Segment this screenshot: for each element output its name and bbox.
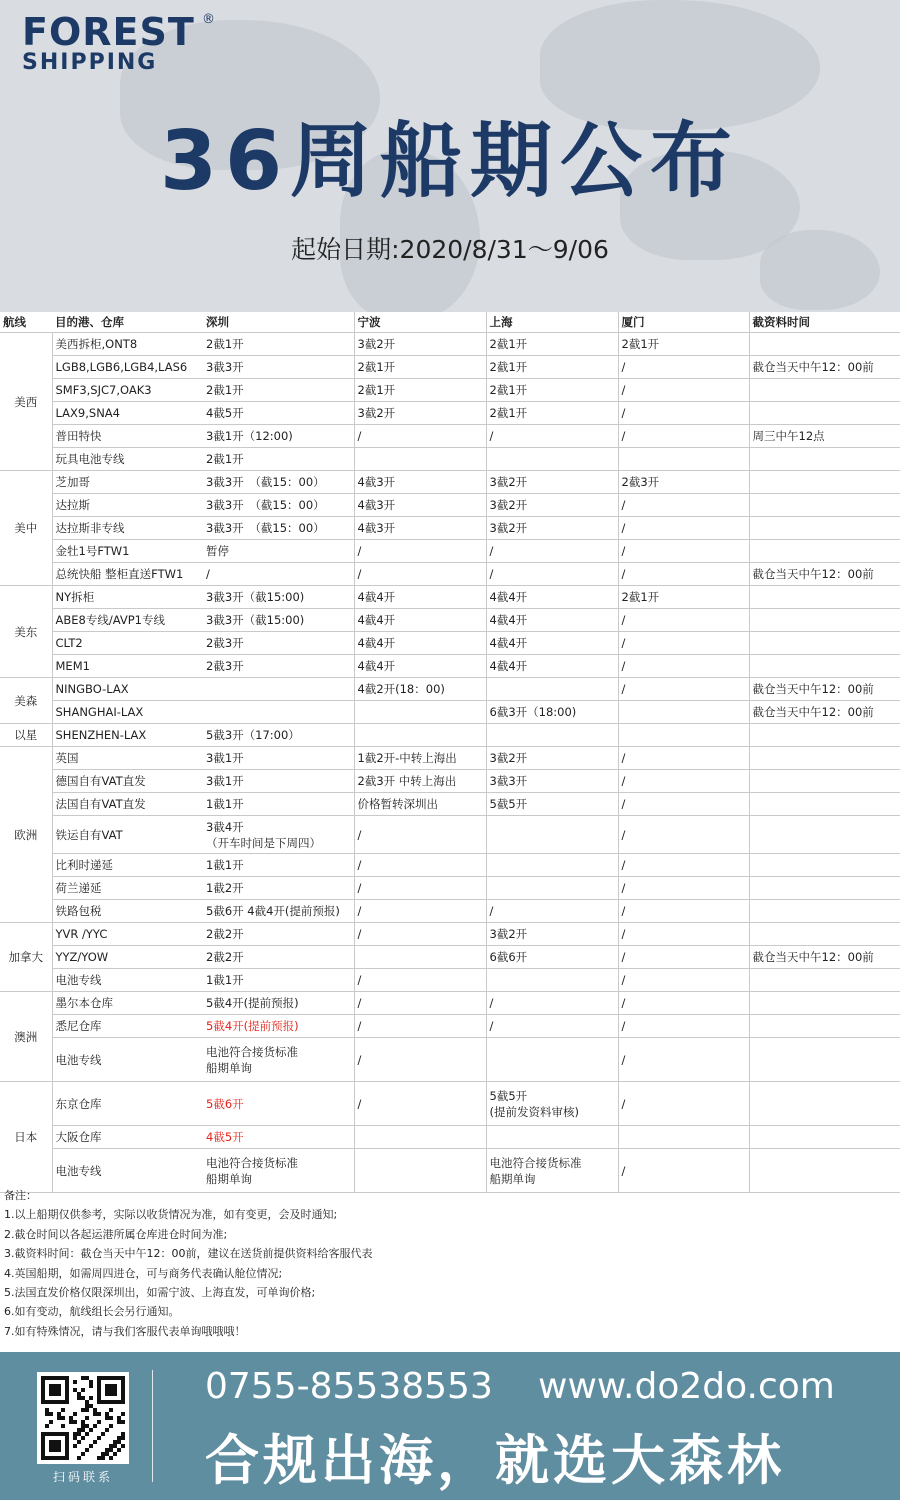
destination-cell: 达拉斯非专线 [52, 517, 203, 540]
port-xm-cell: / [618, 678, 749, 701]
table-row [0, 563, 900, 586]
port-sz-cell: 3截3开 [203, 356, 354, 379]
notes-section [4, 1186, 894, 1341]
port-sh-cell: 3截2开 [486, 471, 618, 494]
port-nb-cell: 4截3开 [354, 517, 486, 540]
destination-cell: 电池专线 [52, 969, 203, 992]
port-nb-cell: 3截2开 [354, 402, 486, 425]
port-sz-cell: 4截5开 [203, 402, 354, 425]
table-row [0, 655, 900, 678]
destination-cell: 比利时递延 [52, 854, 203, 877]
destination-cell: 墨尔本仓库 [52, 992, 203, 1015]
cutoff-cell [749, 586, 900, 609]
port-sh-cell [486, 854, 618, 877]
port-sh-cell: / [486, 425, 618, 448]
port-nb-cell: / [354, 1015, 486, 1038]
column-header: 上海 [486, 312, 618, 333]
port-sh-cell: / [486, 992, 618, 1015]
port-sh-cell: 5截5开 (提前发资料审核) [486, 1082, 618, 1126]
region-cell: 美森 [0, 678, 52, 724]
port-xm-cell: 2截1开 [618, 333, 749, 356]
destination-cell: 芝加哥 [52, 471, 203, 494]
start-date: 起始日期:2020/8/31～9/06 [291, 235, 609, 264]
slogan: 合规出海，就选大森林 [205, 1429, 785, 1492]
qr-code[interactable] [37, 1372, 129, 1464]
port-nb-cell: 4截4开 [354, 609, 486, 632]
destination-cell: NINGBO-LAX [52, 678, 203, 701]
port-sh-cell: 2截1开 [486, 333, 618, 356]
cutoff-cell [749, 517, 900, 540]
port-xm-cell: 2截1开 [618, 586, 749, 609]
port-xm-cell [618, 724, 749, 747]
port-sh-cell: / [486, 1015, 618, 1038]
port-sz-cell: 3截3开 （截15：00） [203, 517, 354, 540]
port-sz-cell: 5截3开（17:00） [203, 724, 354, 747]
destination-cell: LGB8,LGB6,LGB4,LAS6 [52, 356, 203, 379]
port-sh-cell: 3截2开 [486, 517, 618, 540]
port-xm-cell: / [618, 379, 749, 402]
port-sz-cell: 1截1开 [203, 793, 354, 816]
port-sz-cell: 3截4开 （开车时间是下周四） [203, 816, 354, 854]
port-sz-cell: 暂停 [203, 540, 354, 563]
port-xm-cell: / [618, 655, 749, 678]
destination-cell: YVR /YYC [52, 923, 203, 946]
cutoff-cell [749, 969, 900, 992]
port-sz-cell: 2截2开 [203, 923, 354, 946]
port-sh-cell [486, 1038, 618, 1082]
port-xm-cell: / [618, 1038, 749, 1082]
port-xm-cell [618, 701, 749, 724]
cutoff-cell: 截仓当天中午12：00前 [749, 678, 900, 701]
port-sz-cell: 5截4开(提前预报) [203, 992, 354, 1015]
cutoff-cell: 周三中午12点 [749, 425, 900, 448]
port-nb-cell: 4截4开 [354, 632, 486, 655]
table-header-row [0, 312, 900, 333]
region-cell: 日本 [0, 1082, 52, 1193]
cutoff-cell [749, 333, 900, 356]
table-row [0, 747, 900, 770]
cutoff-cell: 截仓当天中午12：00前 [749, 563, 900, 586]
cutoff-cell: 截仓当天中午12：00前 [749, 946, 900, 969]
port-nb-cell: / [354, 1038, 486, 1082]
port-xm-cell: / [618, 1149, 749, 1193]
region-cell: 美东 [0, 586, 52, 678]
port-sh-cell [486, 724, 618, 747]
port-sh-cell [486, 448, 618, 471]
table-row [0, 1126, 900, 1149]
port-sz-cell: 2截3开 [203, 632, 354, 655]
cutoff-cell [749, 632, 900, 655]
port-xm-cell: / [618, 793, 749, 816]
table-row [0, 333, 900, 356]
destination-cell: 总统快船 整柜直送FTW1 [52, 563, 203, 586]
port-xm-cell: / [618, 816, 749, 854]
port-sz-cell: 1截1开 [203, 854, 354, 877]
port-xm-cell [618, 1126, 749, 1149]
note-line: 5.法国直发价格仅限深圳出，如需宁波、上海直发，可单询价格; [4, 1286, 316, 1300]
table-row [0, 448, 900, 471]
cutoff-cell [749, 923, 900, 946]
table-row [0, 724, 900, 747]
port-sz-cell: 5截4开(提前预报) [203, 1015, 354, 1038]
contact-phone[interactable]: 0755-85538553 [205, 1366, 493, 1407]
port-sh-cell: 2截1开 [486, 379, 618, 402]
column-header: 航线 [0, 312, 52, 333]
table-row [0, 793, 900, 816]
column-header: 深圳 [203, 312, 354, 333]
port-sz-cell: 3截3开（截15:00) [203, 609, 354, 632]
cutoff-cell [749, 793, 900, 816]
table-row [0, 379, 900, 402]
destination-cell: 悉尼仓库 [52, 1015, 203, 1038]
port-sz-cell: 3截1开 [203, 747, 354, 770]
port-sz-cell: 3截3开 （截15：00） [203, 494, 354, 517]
port-nb-cell [354, 946, 486, 969]
cutoff-cell: 截仓当天中午12：00前 [749, 701, 900, 724]
port-nb-cell: / [354, 900, 486, 923]
column-header: 厦门 [618, 312, 749, 333]
note-line: 7.如有特殊情况，请与我们客服代表单询哦哦哦！ [4, 1324, 246, 1338]
footer-banner [0, 1352, 900, 1500]
port-nb-cell: 2截1开 [354, 356, 486, 379]
port-sh-cell: 3截3开 [486, 770, 618, 793]
port-nb-cell: 2截1开 [354, 379, 486, 402]
table-row [0, 770, 900, 793]
cutoff-cell [749, 1015, 900, 1038]
table-row [0, 586, 900, 609]
port-xm-cell: / [618, 992, 749, 1015]
note-line: 6.如有变动，航线组长会另行通知。 [4, 1305, 180, 1319]
port-nb-cell: 价格暂转深圳出 [354, 793, 486, 816]
port-nb-cell: / [354, 854, 486, 877]
port-sz-cell: 2截1开 [203, 448, 354, 471]
destination-cell: SHANGHAI-LAX [52, 701, 203, 724]
table-row [0, 701, 900, 724]
port-nb-cell: / [354, 923, 486, 946]
port-nb-cell: / [354, 425, 486, 448]
table-row [0, 471, 900, 494]
port-nb-cell [354, 724, 486, 747]
port-xm-cell: / [618, 517, 749, 540]
table-row [0, 900, 900, 923]
logo-subtext: SHIPPING [22, 50, 158, 75]
destination-cell: 英国 [52, 747, 203, 770]
destination-cell: 铁运自有VAT [52, 816, 203, 854]
port-xm-cell: 2截3开 [618, 471, 749, 494]
cutoff-cell [749, 609, 900, 632]
port-sh-cell [486, 1126, 618, 1149]
cutoff-cell [749, 724, 900, 747]
port-sz-cell: 3截3开 （截15：00） [203, 471, 354, 494]
cutoff-cell [749, 379, 900, 402]
region-cell: 加拿大 [0, 923, 52, 992]
port-sh-cell: / [486, 563, 618, 586]
cutoff-cell [749, 992, 900, 1015]
table-row [0, 494, 900, 517]
table-row [0, 877, 900, 900]
page-title: 36周船期公布 [159, 114, 741, 209]
destination-cell: 玩具电池专线 [52, 448, 203, 471]
port-sh-cell: 电池符合接货标准 船期单询 [486, 1149, 618, 1193]
port-sz-cell: 2截2开 [203, 946, 354, 969]
destination-cell: 法国自有VAT直发 [52, 793, 203, 816]
table-row [0, 992, 900, 1015]
port-xm-cell: / [618, 402, 749, 425]
port-sz-cell: 2截1开 [203, 333, 354, 356]
table-row [0, 678, 900, 701]
destination-cell: 普田特快 [52, 425, 203, 448]
destination-cell: 东京仓库 [52, 1082, 203, 1126]
port-sz-cell: 电池符合接货标准 船期单询 [203, 1038, 354, 1082]
port-sh-cell: 5截5开 [486, 793, 618, 816]
note-line: 3.截资料时间：截仓当天中午12：00前，建议在送货前提供资料给客服代表 [4, 1247, 373, 1261]
region-cell: 欧洲 [0, 747, 52, 923]
port-sz-cell: 2截3开 [203, 655, 354, 678]
region-cell: 以星 [0, 724, 52, 747]
port-sz-cell: 2截1开 [203, 379, 354, 402]
port-nb-cell: / [354, 1082, 486, 1126]
port-xm-cell: / [618, 563, 749, 586]
table-row [0, 816, 900, 854]
logo-text: FOREST [22, 10, 195, 54]
port-sh-cell: 3截2开 [486, 494, 618, 517]
port-nb-cell: 4截3开 [354, 471, 486, 494]
port-sh-cell: 4截4开 [486, 586, 618, 609]
cutoff-cell [749, 877, 900, 900]
port-sh-cell: 3截2开 [486, 923, 618, 946]
column-header: 目的港、仓库 [52, 312, 203, 333]
port-sz-cell: 1截2开 [203, 877, 354, 900]
port-xm-cell: / [618, 494, 749, 517]
port-sz-cell [203, 701, 354, 724]
port-sh-cell [486, 969, 618, 992]
port-nb-cell: / [354, 992, 486, 1015]
cutoff-cell [749, 770, 900, 793]
region-cell: 澳洲 [0, 992, 52, 1082]
destination-cell: LAX9,SNA4 [52, 402, 203, 425]
table-row [0, 609, 900, 632]
port-xm-cell: / [618, 1082, 749, 1126]
port-sh-cell: / [486, 900, 618, 923]
destination-cell: 达拉斯 [52, 494, 203, 517]
cutoff-cell [749, 854, 900, 877]
cutoff-cell [749, 1038, 900, 1082]
note-line: 备注： [4, 1189, 37, 1202]
port-nb-cell: / [354, 816, 486, 854]
destination-cell: 荷兰递延 [52, 877, 203, 900]
port-sh-cell: 3截2开 [486, 747, 618, 770]
table-row [0, 1082, 900, 1126]
note-line: 4.英国船期，如需周四进仓，可与商务代表确认舱位情况; [4, 1266, 283, 1280]
port-sh-cell: 6截6开 [486, 946, 618, 969]
destination-cell: SHENZHEN-LAX [52, 724, 203, 747]
region-cell: 美中 [0, 471, 52, 586]
destination-cell: 美西拆柜,ONT8 [52, 333, 203, 356]
port-nb-cell [354, 1126, 486, 1149]
port-sz-cell: 电池符合接货标准 船期单询 [203, 1149, 354, 1193]
cutoff-cell [749, 1082, 900, 1126]
port-nb-cell: 4截2开(18：00) [354, 678, 486, 701]
destination-cell: 电池专线 [52, 1038, 203, 1082]
destination-cell: NY拆柜 [52, 586, 203, 609]
port-xm-cell: / [618, 969, 749, 992]
destination-cell: SMF3,SJC7,OAK3 [52, 379, 203, 402]
destination-cell: 电池专线 [52, 1149, 203, 1193]
destination-cell: 德国自有VAT直发 [52, 770, 203, 793]
port-xm-cell: / [618, 770, 749, 793]
table-row [0, 854, 900, 877]
port-xm-cell: / [618, 425, 749, 448]
port-sz-cell: 5截6开 4截4开(提前预报) [203, 900, 354, 923]
registered-mark: ® [202, 12, 215, 27]
port-sh-cell: 4截4开 [486, 655, 618, 678]
table-row [0, 425, 900, 448]
contact-website[interactable]: www.do2do.com [538, 1366, 835, 1407]
cutoff-cell [749, 448, 900, 471]
port-nb-cell: / [354, 877, 486, 900]
port-nb-cell: 1截2开-中转上海出 [354, 747, 486, 770]
port-xm-cell: / [618, 747, 749, 770]
qr-code-icon [41, 1376, 125, 1460]
table-row [0, 402, 900, 425]
table-row [0, 517, 900, 540]
port-sz-cell: 4截5开 [203, 1126, 354, 1149]
port-sh-cell [486, 877, 618, 900]
schedule-table [0, 312, 900, 1193]
port-sh-cell [486, 816, 618, 854]
destination-cell: 铁路包税 [52, 900, 203, 923]
port-sh-cell [486, 678, 618, 701]
column-header: 宁波 [354, 312, 486, 333]
cutoff-cell [749, 747, 900, 770]
port-sh-cell: 4截4开 [486, 632, 618, 655]
table-row [0, 540, 900, 563]
note-line: 1.以上船期仅供参考，实际以收货情况为准，如有变更，会及时通知; [4, 1208, 338, 1222]
cutoff-cell [749, 471, 900, 494]
port-sz-cell: 3截1开 [203, 770, 354, 793]
port-xm-cell: / [618, 877, 749, 900]
port-xm-cell: / [618, 900, 749, 923]
port-nb-cell: 4截4开 [354, 586, 486, 609]
cutoff-cell [749, 900, 900, 923]
cutoff-cell [749, 816, 900, 854]
port-sh-cell: 4截4开 [486, 609, 618, 632]
port-sz-cell: 3截1开（12:00) [203, 425, 354, 448]
port-sz-cell: / [203, 563, 354, 586]
cutoff-cell: 截仓当天中午12：00前 [749, 356, 900, 379]
header-banner [0, 0, 900, 312]
port-sz-cell: 3截3开（截15:00) [203, 586, 354, 609]
port-sz-cell [203, 678, 354, 701]
table-row [0, 356, 900, 379]
cutoff-cell [749, 540, 900, 563]
port-sz-cell: 5截6开 [203, 1082, 354, 1126]
port-nb-cell: / [354, 969, 486, 992]
destination-cell: YYZ/YOW [52, 946, 203, 969]
destination-cell: 金牡1号FTW1 [52, 540, 203, 563]
table-row [0, 946, 900, 969]
cutoff-cell [749, 655, 900, 678]
port-nb-cell [354, 701, 486, 724]
brand-logo[interactable] [22, 10, 215, 75]
port-xm-cell: / [618, 609, 749, 632]
footer-divider [152, 1370, 153, 1482]
table-row [0, 923, 900, 946]
table-row [0, 632, 900, 655]
port-nb-cell: / [354, 540, 486, 563]
table-row [0, 969, 900, 992]
destination-cell: ABE8专线/AVP1专线 [52, 609, 203, 632]
destination-cell: 大阪仓库 [52, 1126, 203, 1149]
cutoff-cell [749, 402, 900, 425]
cutoff-cell [749, 494, 900, 517]
port-sz-cell: 1截1开 [203, 969, 354, 992]
port-nb-cell: 2截3开 中转上海出 [354, 770, 486, 793]
port-xm-cell: / [618, 946, 749, 969]
destination-cell: CLT2 [52, 632, 203, 655]
destination-cell: MEM1 [52, 655, 203, 678]
port-xm-cell: / [618, 632, 749, 655]
port-sh-cell: 6截3开（18:00) [486, 701, 618, 724]
port-xm-cell: / [618, 356, 749, 379]
port-xm-cell [618, 448, 749, 471]
column-header: 截资料时间 [749, 312, 900, 333]
port-nb-cell: 4截4开 [354, 655, 486, 678]
port-nb-cell: 3截2开 [354, 333, 486, 356]
port-xm-cell: / [618, 1015, 749, 1038]
port-nb-cell: 4截3开 [354, 494, 486, 517]
port-xm-cell: / [618, 540, 749, 563]
note-line: 2.截仓时间以各起运港所属仓库进仓时间为准; [4, 1227, 228, 1241]
table-row [0, 1015, 900, 1038]
cutoff-cell [749, 1126, 900, 1149]
region-cell: 美西 [0, 333, 52, 471]
port-nb-cell [354, 448, 486, 471]
port-xm-cell: / [618, 923, 749, 946]
port-sh-cell: 2截1开 [486, 402, 618, 425]
qr-caption: 扫码联系 [52, 1470, 113, 1484]
table-row [0, 1038, 900, 1082]
port-sh-cell: / [486, 540, 618, 563]
port-sh-cell: 2截1开 [486, 356, 618, 379]
port-nb-cell: / [354, 563, 486, 586]
port-xm-cell: / [618, 854, 749, 877]
